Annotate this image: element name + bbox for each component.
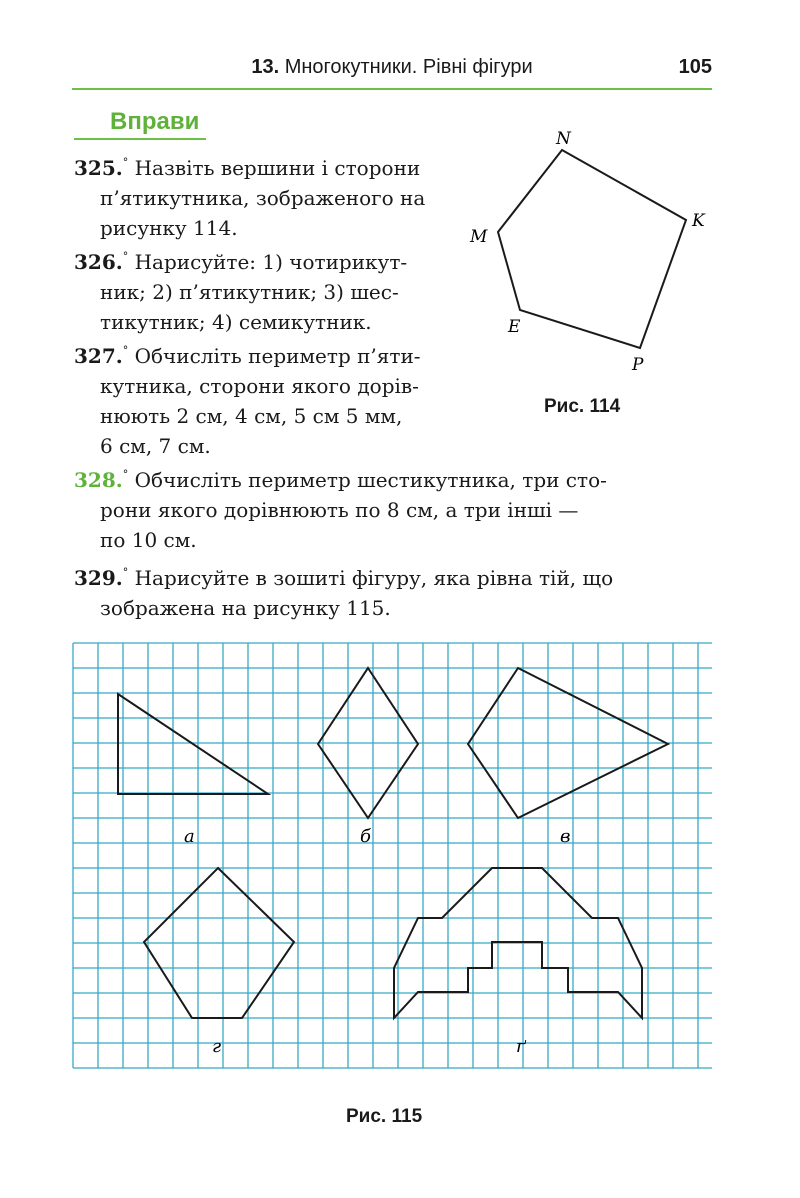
vertex-m-label: M [470, 227, 488, 247]
figure-115-caption: Рис. 115 [346, 1106, 423, 1127]
label-g: г [212, 1036, 222, 1057]
page-header [72, 48, 712, 90]
exercise-326: 326.° Нарисуйте: 1) чотирикут- ник; 2) п’ятикутник; 3) шес- тикутник; 4) семикутник. [74, 250, 408, 334]
triangle-shape [118, 694, 268, 794]
exercise-number: 326. [74, 250, 123, 274]
exercise-328: 328.° Обчисліть периметр шестикутника, три сто- рони якого дорівнюють по 8 см, а три інші — по 10 см. [74, 468, 607, 552]
exercise-number: 325. [74, 156, 123, 180]
page-number: 105 [678, 56, 712, 78]
exercise-number: 329. [74, 566, 123, 590]
label-v: в [560, 826, 571, 847]
vertex-p-label: P [632, 355, 644, 375]
section-title: Вправи [110, 108, 200, 135]
exercise-327: 327.° Обчисліть периметр п’яти- кутника, сторони якого дорів- нюють 2 см, 4 см, 5 см 5 мм, 6 см, 7 см. [74, 344, 421, 458]
exercise-325: 325.° Назвіть вершини і сторони п’ятикутника, зображеного на рисунку 114. [74, 156, 426, 240]
pentagon-shape [498, 150, 686, 348]
exercise-number: 327. [74, 344, 123, 368]
label-b: б [360, 826, 371, 847]
figure-114-caption: Рис. 114 [544, 396, 621, 417]
figure-114-pentagon [460, 120, 720, 380]
figure-115-grid [72, 642, 714, 1072]
label-gg: ґ [516, 1036, 526, 1057]
vertex-e-label: E [508, 317, 521, 337]
vertex-k-label: K [692, 211, 705, 231]
label-a: а [184, 826, 195, 847]
section-heading [74, 108, 206, 140]
exercise-number: 328. [74, 468, 123, 492]
chapter-title: 13. Многокутники. Рівні фігури [251, 56, 533, 78]
vertex-n-label: N [556, 129, 571, 149]
exercise-329: 329.° Нарисуйте в зошиті фігуру, яка рівна тій, що зображена на рисунку 115. [74, 566, 614, 620]
